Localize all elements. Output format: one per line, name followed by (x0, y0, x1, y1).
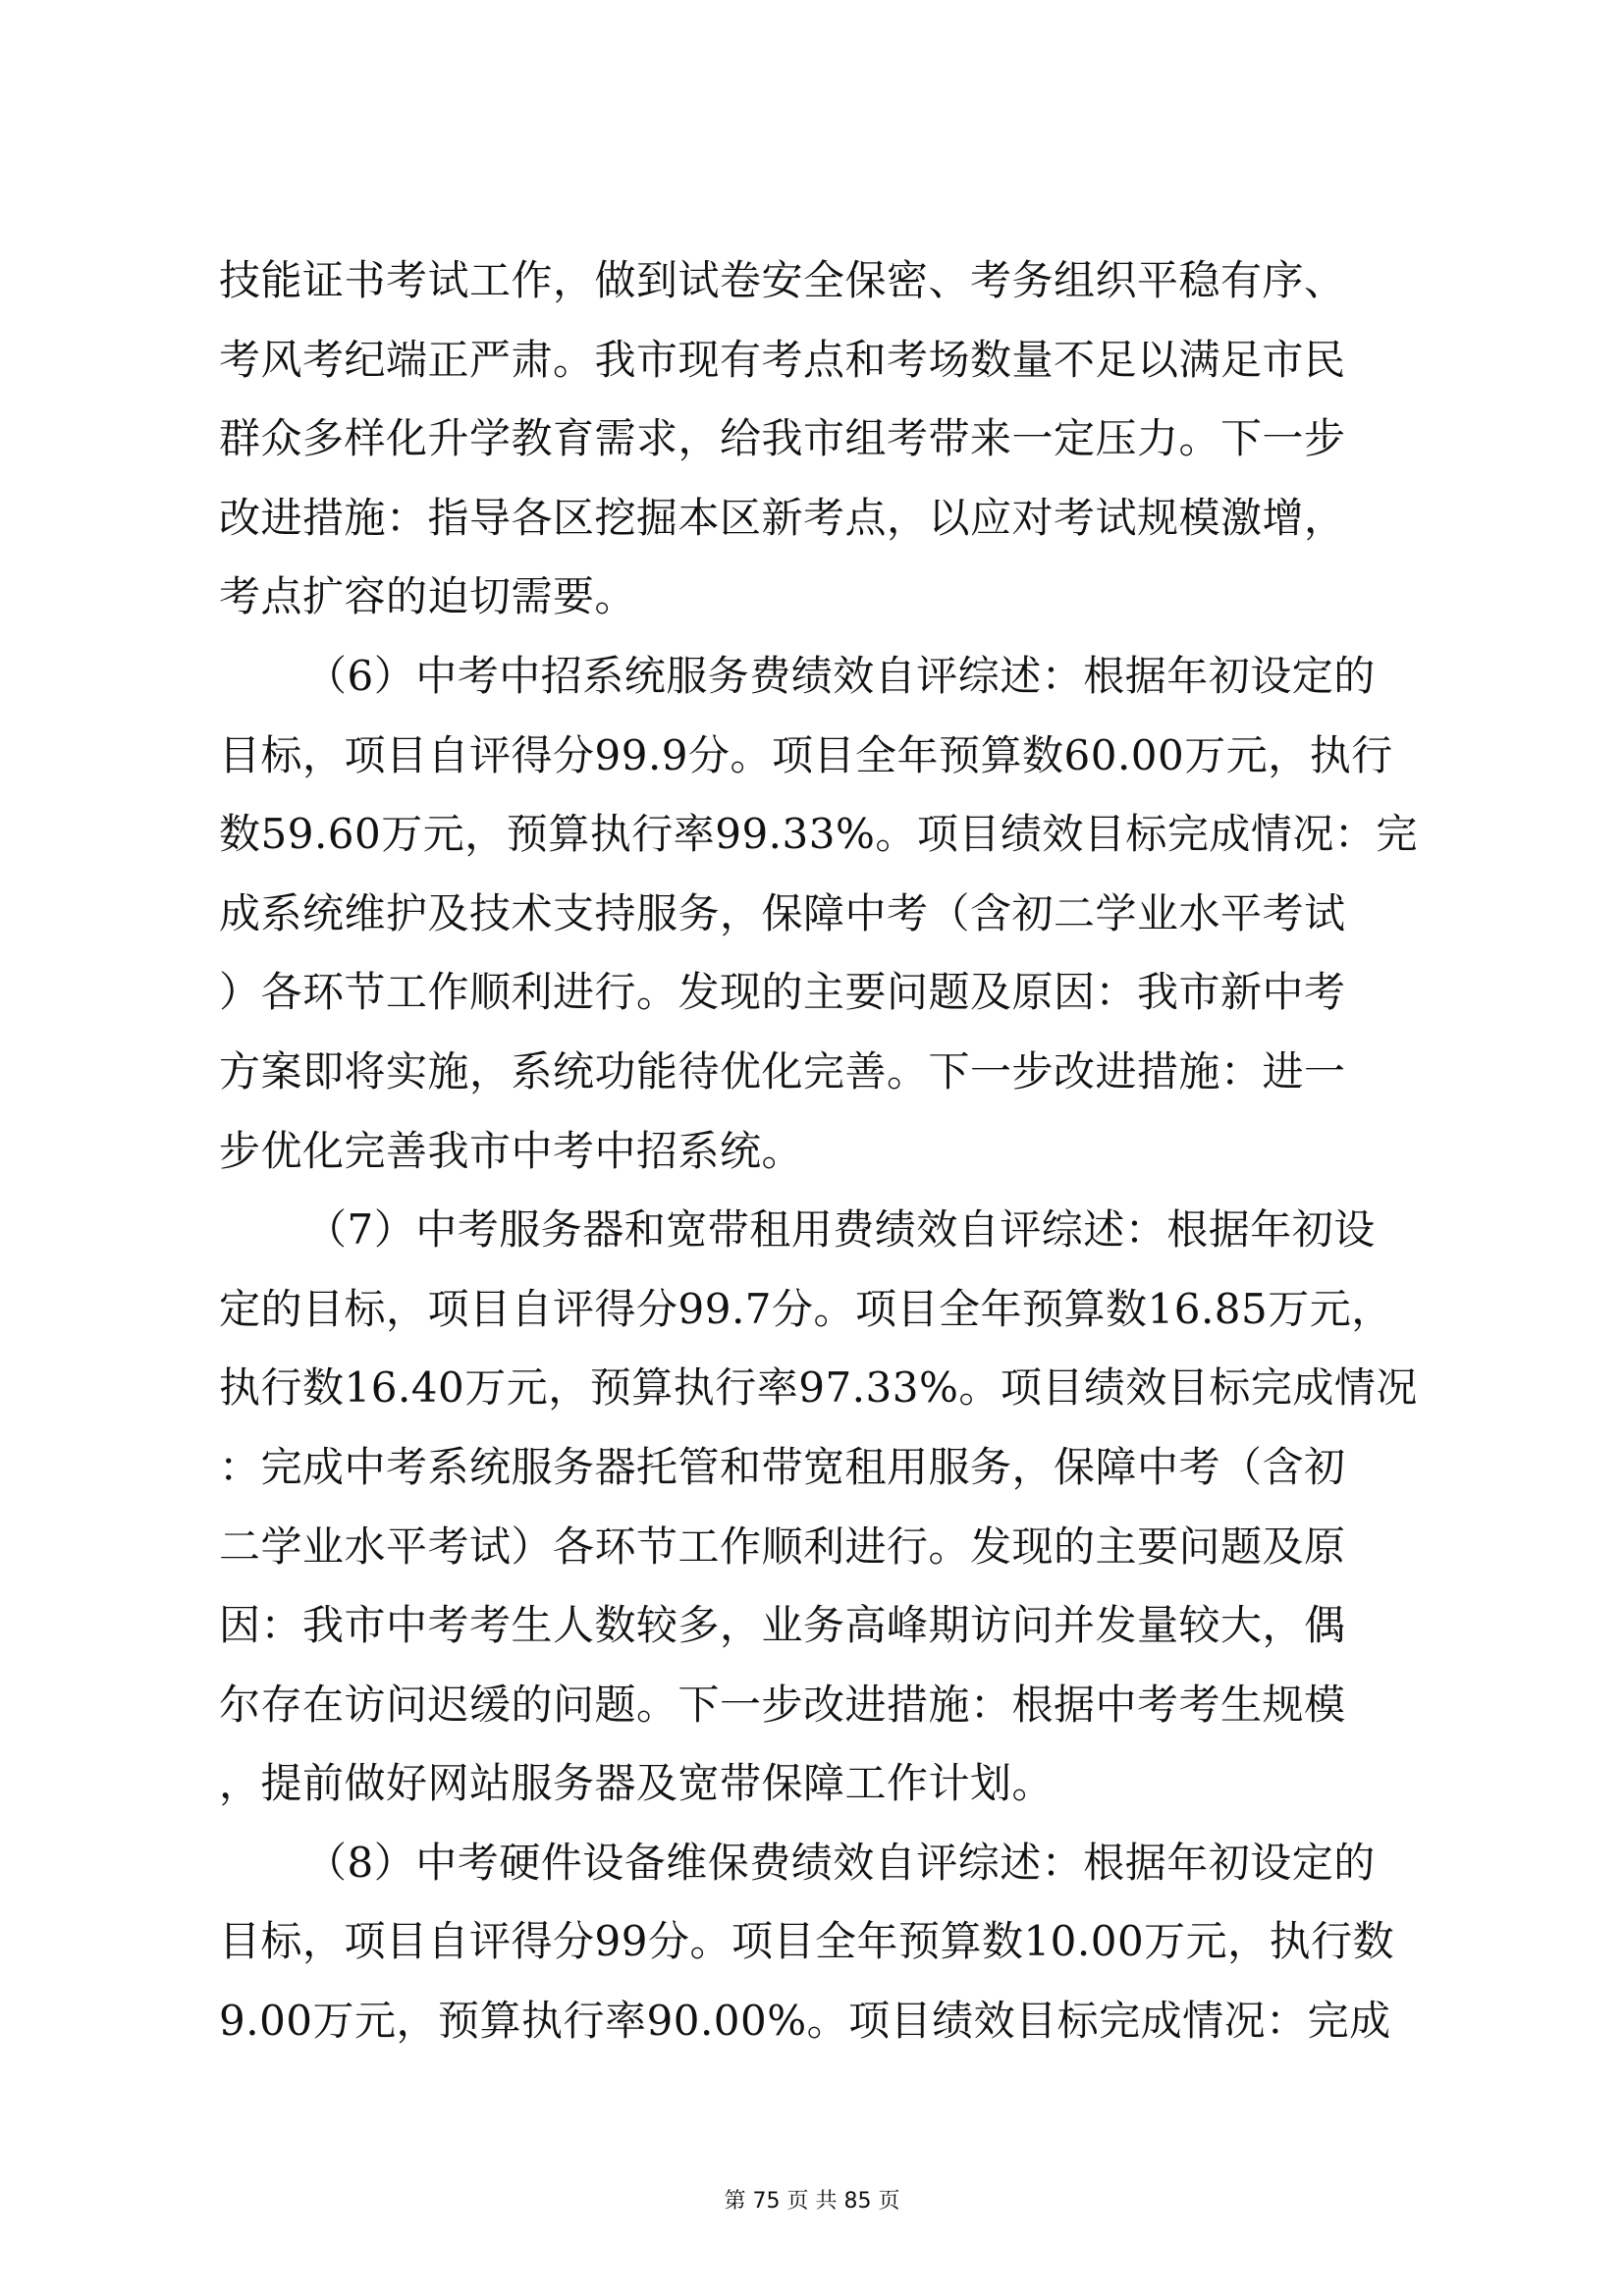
text-line: ，提前做好网站服务器及宽带保障工作计划。 (219, 1759, 1055, 1808)
text-line: 目标，项目自评得分99.9分。项目全年预算数60.00万元，执行 (219, 730, 1393, 779)
text-line: 尔存在访问迟缓的问题。下一步改进措施：根据中考考生规模 (219, 1680, 1346, 1729)
text-line: 二学业水平考试）各环节工作顺利进行。发现的主要问题及原 (219, 1522, 1346, 1571)
paragraph-7-heading-line: （7）中考服务器和宽带租用费绩效自评综述：根据年初设 (305, 1205, 1376, 1255)
text-line: 9.00万元，预算执行率90.00%。项目绩效目标完成情况：完成 (219, 1997, 1391, 2046)
text-line: 因：我市中考考生人数较多，业务高峰期访问并发量较大，偶 (219, 1601, 1346, 1650)
text-line: 定的目标，项目自评得分99.7分。项目全年预算数16.85万元， (219, 1284, 1393, 1333)
text-line: 方案即将实施，系统功能待优化完善。下一步改进措施：进一 (219, 1046, 1346, 1095)
text-line: 改进措施：指导各区挖掘本区新考点，以应对考试规模激增， (219, 493, 1346, 542)
text-line: 目标，项目自评得分99分。项目全年预算数10.00万元，执行数 (219, 1917, 1395, 1966)
body-text (219, 241, 1418, 2061)
paragraph-6-heading-line: （6）中考中招系统服务费绩效自评综述：根据年初设定的 (305, 651, 1376, 700)
text-line: 技能证书考试工作，做到试卷安全保密、考务组织平稳有序、 (219, 256, 1346, 304)
text-line: 群众多样化升学教育需求，给我市组考带来一定压力。下一步 (219, 414, 1346, 463)
page-number-footer: 第 75 页 共 85 页 (724, 2189, 900, 2214)
text-line: 考点扩容的迫切需要。 (219, 572, 637, 621)
text-line: 步优化完善我市中考中招系统。 (219, 1126, 804, 1175)
text-line: 考风考纪端正严肃。我市现有考点和考场数量不足以满足市民 (219, 335, 1346, 384)
text-line: 执行数16.40万元，预算执行率97.33%。项目绩效目标完成情况 (219, 1363, 1418, 1413)
text-line: ）各环节工作顺利进行。发现的主要问题及原因：我市新中考 (219, 968, 1346, 1017)
paragraph-8-heading-line: （8）中考硬件设备维保费绩效自评综述：根据年初设定的 (305, 1838, 1376, 1887)
text-line: ：完成中考系统服务器托管和带宽租用服务，保障中考（含初 (219, 1442, 1346, 1491)
text-line: 成系统维护及技术支持服务，保障中考（含初二学业水平考试 (219, 888, 1346, 937)
text-line: 数59.60万元，预算执行率99.33%。项目绩效目标完成情况：完 (219, 810, 1418, 859)
